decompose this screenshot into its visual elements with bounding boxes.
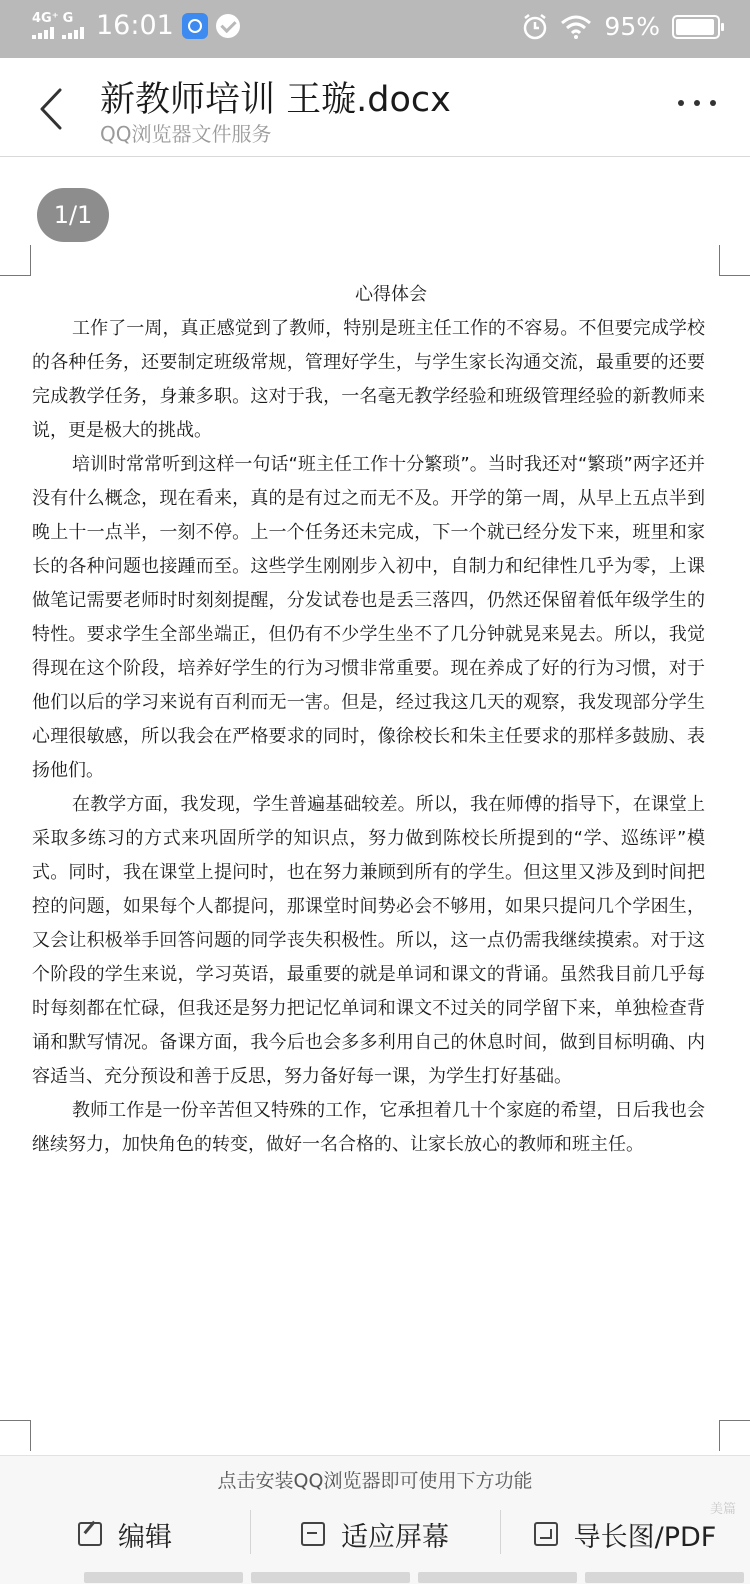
fit-screen-label: 适应屏幕 — [341, 1521, 449, 1553]
page-corner-mark — [719, 245, 750, 276]
paragraph: 在教学方面，我发现，学生普遍基础较差。所以，我在师傅的指导下，在课堂上采取多练习的方式来巩固所学的知识点，努力做到陈校长所提到的“学、巡练评”模式。同时，我在课堂上提问时，也在努力兼顾到所有的学生。但这里又涉及到时间把控的问题，如果每个人都提问，那课堂时间势必会不够用，如果只提问几个学困生，又会让积极举手回答问题的同学丧失积极性。所以，这一点仍需我继续摸索。对于这个阶段的学生来说，学习英语，最重要的就是单词和课文的背诵。虽然我目前几乎每时每刻都在忙碌，但我还是努力把记忆单词和课文不过关的同学留下来，单独检查背诵和默写情况。备课方面，我今后也会多多利用自己的休息时间，做到目标明确、内容适当、充分预设和善于反思，努力备好每一课，为学生打好基础。 — [32, 794, 705, 1087]
status-left — [32, 10, 240, 41]
edit-icon — [78, 1522, 102, 1546]
edit-button[interactable] — [0, 1504, 250, 1564]
page-corner-mark — [0, 245, 31, 276]
fit-screen-button[interactable] — [250, 1504, 500, 1564]
document-body — [32, 312, 705, 1162]
clock: 16:01 — [96, 10, 174, 41]
paragraph: 培训时常常听到这样一句话“班主任工作十分繁琐”。当时我还对“繁琐”两字还并没有什么概念，现在看来，真的是有过之而无不及。开学的第一周，从早上五点半到晚上十一点半，一刻不停。上一个任务还未完成，下一个就已经分发下来，班里和家长的各种问题也接踵而至。这些学生刚刚步入初中，自制力和纪律性几乎为零，上课做笔记需要老师时时刻刻提醒，分发试卷也是丢三落四，仍然还保留着低年级学生的特性。要求学生全部坐端正，但仍有不少学生坐不了几分钟就晃来晃去。所以，我觉得现在这个阶段，培养好学生的行为习惯非常重要。现在养成了好的行为习惯，对于他们以后的学习来说有百利而无一害。但是，经过我这几天的观察，我发现部分学生心理很敏感，所以我会在严格要求的同时，像徐校长和朱主任要求的那样多鼓励、表扬他们。 — [32, 454, 705, 781]
network-type-g: G — [62, 11, 74, 26]
paragraph: 教师工作是一份辛苦但又特殊的工作，它承担着几十个家庭的希望，日后我也会继续努力，加快角色的转变，做好一名合格的、让家长放心的教师和班主任。 — [32, 1100, 705, 1155]
more-icon[interactable] — [678, 100, 716, 106]
signal-icon — [32, 27, 84, 39]
bottom-toolbar — [0, 1455, 750, 1584]
document-viewer[interactable] — [0, 157, 750, 1469]
check-icon — [216, 14, 240, 38]
wifi-icon — [560, 15, 592, 39]
file-subtitle: QQ浏览器文件服务 — [100, 122, 272, 146]
fit-screen-icon — [301, 1522, 325, 1546]
status-right — [522, 12, 720, 41]
app-icon — [182, 13, 208, 39]
watermark: 美篇 — [709, 1502, 736, 1517]
export-label: 导长图/PDF — [573, 1521, 717, 1553]
document-title: 心得体会 — [355, 284, 427, 305]
bottom-edge — [84, 1572, 744, 1583]
battery-percent: 95% — [604, 12, 660, 41]
status-bar — [0, 0, 750, 58]
page-corner-mark — [0, 1420, 31, 1451]
network-type-4g: 4G⁺ — [32, 11, 59, 26]
toolbar-buttons — [0, 1504, 750, 1564]
edit-label: 编辑 — [118, 1521, 172, 1553]
page-corner-mark — [719, 1420, 750, 1451]
paragraph: 工作了一周，真正感觉到了教师，特别是班主任工作的不容易。不但要完成学校的各种任务，还要制定班级常规，管理好学生，与学生家长沟通交流，最重要的还要完成教学任务，身兼多职。这对于我，一名毫无教学经验和班级管理经验的新教师来说，更是极大的挑战。 — [32, 318, 705, 441]
document-header — [0, 58, 750, 157]
battery-icon — [672, 15, 720, 39]
back-arrow-icon[interactable] — [32, 84, 72, 134]
page-indicator: 1/1 — [37, 188, 109, 242]
network-indicator — [32, 12, 84, 39]
install-hint[interactable]: 点击安装QQ浏览器即可使用下方功能 — [217, 1470, 533, 1492]
alarm-icon — [522, 13, 548, 41]
export-icon — [534, 1522, 558, 1546]
file-title: 新教师培训 王璇.docx — [100, 80, 451, 120]
